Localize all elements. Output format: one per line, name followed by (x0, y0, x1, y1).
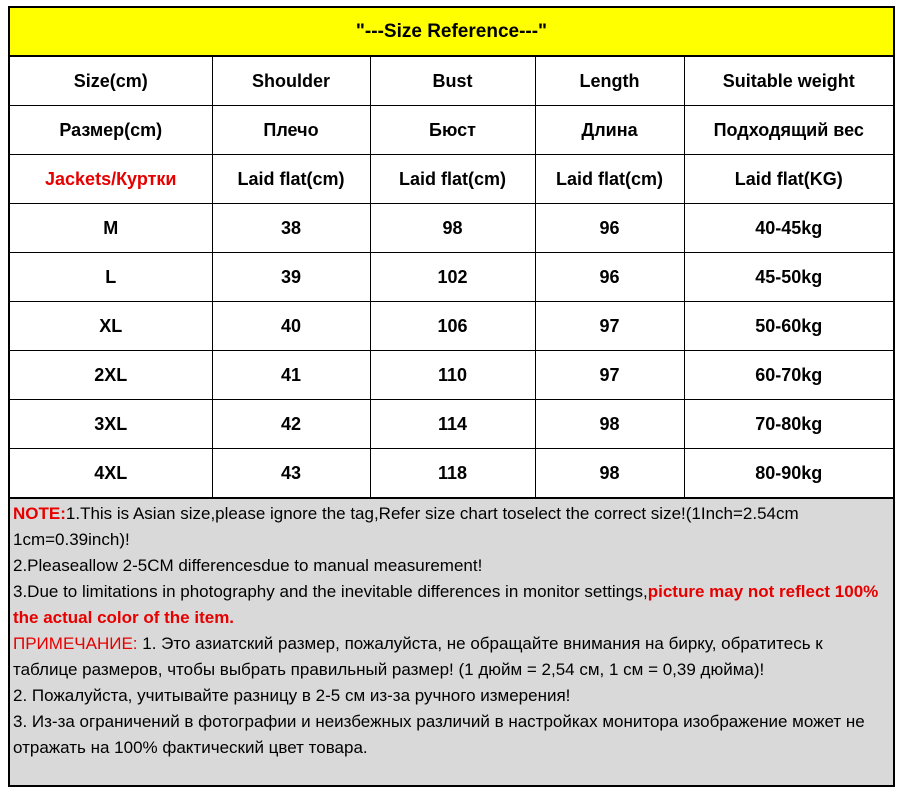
header-cell: Плечо (212, 106, 370, 155)
shoulder-cell: 41 (212, 351, 370, 400)
header-cell: Подходящий вес (684, 106, 893, 155)
size-cell: 3XL (10, 400, 212, 449)
bust-cell: 106 (370, 302, 535, 351)
size-table (10, 57, 893, 498)
header-cell: Size(cm) (10, 57, 212, 106)
header-cell: Shoulder (212, 57, 370, 106)
weight-cell: 50-60kg (684, 302, 893, 351)
note-3-text: 3.Due to limitations in photography and the inevitable differences in monitor settings, (13, 582, 648, 601)
header-row-en (10, 57, 893, 106)
bust-cell: 98 (370, 204, 535, 253)
bust-cell: 118 (370, 449, 535, 498)
shoulder-cell: 43 (212, 449, 370, 498)
ru-note-1-text: 1. Это азиатский размер, пожалуйста, не обращайте внимания на бирку, обратитесь к таблице размеров, чтобы выбрать правильный размер! (1 дюйм = 2,54 см, 1 см = 0,39 дюйма)! (13, 634, 823, 679)
header-cell: Length (535, 57, 684, 106)
table-row (10, 400, 893, 449)
weight-cell: 45-50kg (684, 253, 893, 302)
bust-cell: 114 (370, 400, 535, 449)
table-row (10, 351, 893, 400)
ru-note-label: ПРИМЕЧАНИЕ: (13, 634, 138, 653)
table-row (10, 204, 893, 253)
size-cell: 4XL (10, 449, 212, 498)
note-1 (13, 501, 889, 553)
weight-cell: 60-70kg (684, 351, 893, 400)
bust-cell: 102 (370, 253, 535, 302)
note-3 (13, 579, 889, 631)
header-cell: Laid flat(cm) (370, 155, 535, 204)
ru-note-2: 2. Пожалуйста, учитывайте разницу в 2-5 см из-за ручного измерения! (13, 686, 571, 705)
weight-cell: 80-90kg (684, 449, 893, 498)
note-label: NOTE: (13, 504, 66, 523)
length-cell: 96 (535, 253, 684, 302)
header-row-ru (10, 106, 893, 155)
bust-cell: 110 (370, 351, 535, 400)
length-cell: 98 (535, 400, 684, 449)
header-cell: Laid flat(cm) (535, 155, 684, 204)
size-chart (8, 6, 895, 787)
table-row (10, 449, 893, 498)
length-cell: 97 (535, 302, 684, 351)
ru-note-3: 3. Из-за ограничений в фотографии и неизбежных различий в настройках монитора изображение может не отражать на 100% фактический цвет товара. (13, 712, 865, 757)
table-row (10, 253, 893, 302)
header-cell: Laid flat(cm) (212, 155, 370, 204)
length-cell: 97 (535, 351, 684, 400)
table-row (10, 302, 893, 351)
note-2: 2.Pleaseallow 2-5CM differencesdue to manual measurement! (13, 556, 483, 575)
ru-note-1 (13, 631, 889, 683)
size-cell: L (10, 253, 212, 302)
header-cell: Длина (535, 106, 684, 155)
header-cell: Бюст (370, 106, 535, 155)
length-cell: 98 (535, 449, 684, 498)
weight-cell: 70-80kg (684, 400, 893, 449)
note-1-text: 1.This is Asian size,please ignore the tag,Refer size chart toselect the correct size!(1Inch=2.54cm 1cm=0.39inch)! (13, 504, 799, 549)
header-cell: Laid flat(KG) (684, 155, 893, 204)
note-3-warning: picture may not reflect 100% the actual color of the item. (13, 582, 879, 627)
header-cell: Bust (370, 57, 535, 106)
jackets-label: Jackets/Куртки (10, 155, 212, 204)
weight-cell: 40-45kg (684, 204, 893, 253)
shoulder-cell: 40 (212, 302, 370, 351)
notes-panel (10, 497, 893, 785)
shoulder-cell: 42 (212, 400, 370, 449)
length-cell: 96 (535, 204, 684, 253)
size-chart-title: "---Size Reference---" (10, 8, 893, 57)
shoulder-cell: 38 (212, 204, 370, 253)
header-cell: Размер(cm) (10, 106, 212, 155)
header-row-units (10, 155, 893, 204)
size-cell: 2XL (10, 351, 212, 400)
size-cell: M (10, 204, 212, 253)
shoulder-cell: 39 (212, 253, 370, 302)
size-cell: XL (10, 302, 212, 351)
header-cell: Suitable weight (684, 57, 893, 106)
